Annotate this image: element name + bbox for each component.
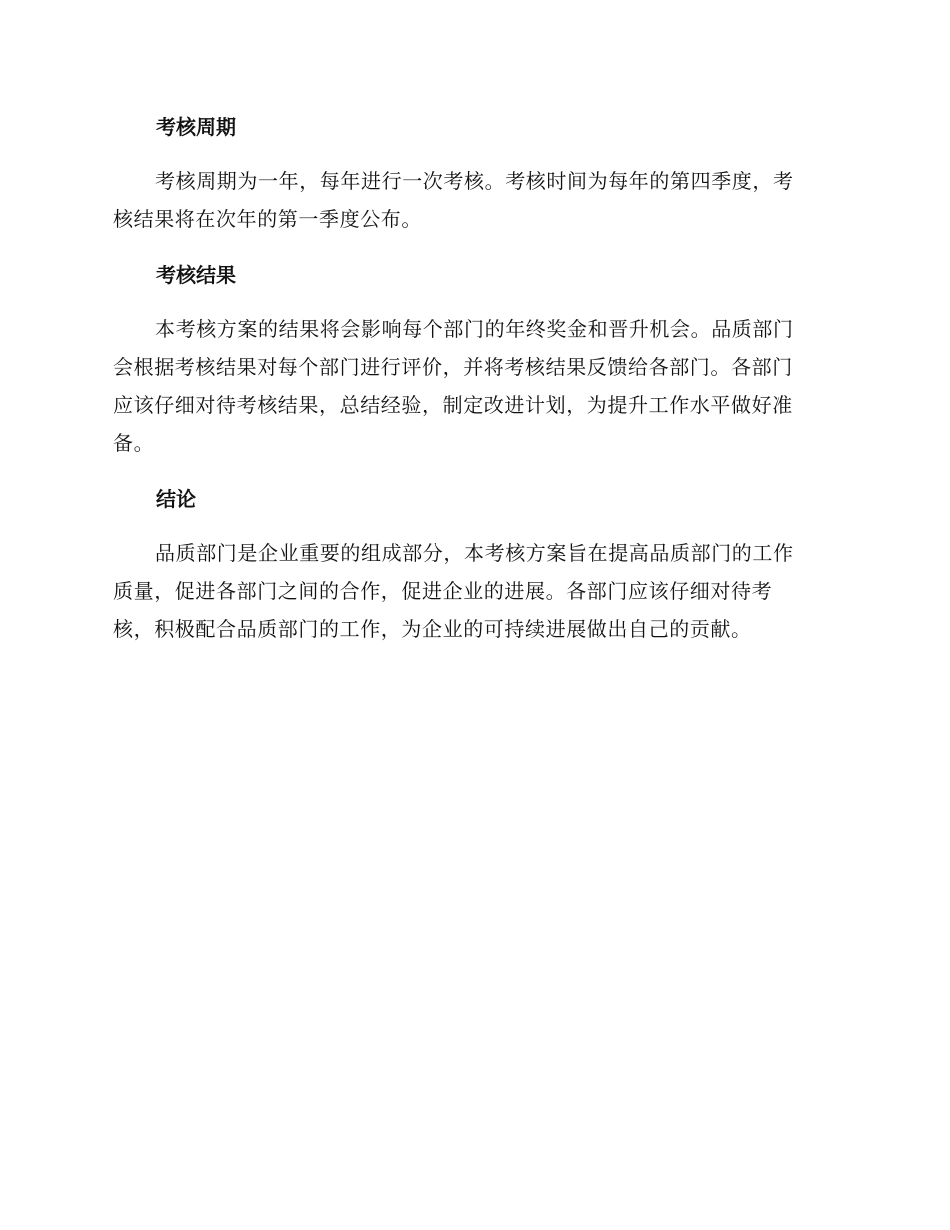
section-heading-cycle: 考核周期: [156, 115, 236, 139]
paragraph-line: 考核周期为一年，每年进行一次考核。考核时间为每年的第四季度，考: [155, 169, 794, 193]
section-paragraph-results: [113, 310, 833, 462]
paragraph-line: 核，积极配合品质部门的工作，为企业的可持续进展做出自己的贡献。: [113, 617, 752, 641]
paragraph-line: 品质部门是企业重要的组成部分，本考核方案旨在提高品质部门的工作: [155, 541, 794, 565]
section-paragraph-cycle: [113, 162, 833, 238]
paragraph-line: 本考核方案的结果将会影响每个部门的年终奖金和晋升机会。品质部门: [155, 317, 794, 341]
document-page: [113, 108, 833, 648]
paragraph-line: 核结果将在次年的第一季度公布。: [113, 207, 422, 231]
section-paragraph-conclusion: [113, 534, 833, 648]
paragraph-line: 应该仔细对待考核结果，总结经验，制定改进计划，为提升工作水平做好准: [113, 393, 793, 417]
section-heading-results: 考核结果: [156, 263, 236, 287]
paragraph-line: 会根据考核结果对每个部门进行评价，并将考核结果反馈给各部门。各部门: [113, 355, 793, 379]
section-heading-conclusion: 结论: [156, 487, 196, 511]
paragraph-line: 质量，促进各部门之间的合作，促进企业的进展。各部门应该仔细对待考: [113, 579, 773, 603]
paragraph-line: 备。: [113, 431, 155, 455]
